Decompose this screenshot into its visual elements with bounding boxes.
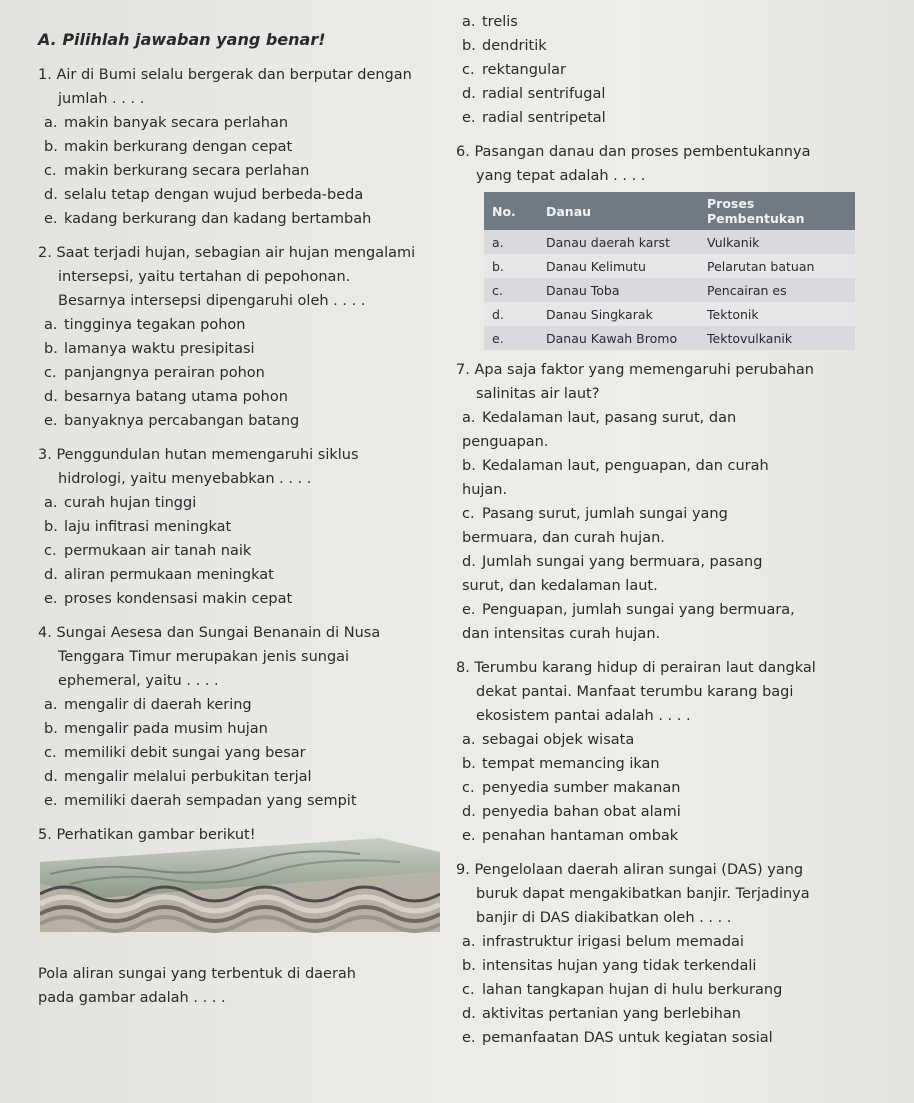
- terrain-block-diagram: [40, 832, 440, 942]
- q8-option-b[interactable]: b. tempat memancing ikan: [462, 756, 660, 772]
- lake-table-header: [484, 192, 855, 230]
- q4-stem-line1: 4. Sungai Aesesa dan Sungai Benanain di Nusa: [38, 625, 381, 641]
- q7-option-d-cont: surut, dan kedalaman laut.: [462, 578, 658, 594]
- q8-stem-line2: dekat pantai. Manfaat terumbu karang bagi: [476, 684, 794, 700]
- q8-stem-line3: ekosistem pantai adalah . . . .: [476, 708, 691, 724]
- q5-option-d[interactable]: d. radial sentrifugal: [462, 86, 606, 102]
- q9-option-c[interactable]: c. lahan tangkapan hujan di hulu berkurang: [462, 982, 783, 998]
- col-proses: Proses Pembentukan: [699, 192, 855, 230]
- q7-option-c[interactable]: c. Pasang surut, jumlah sungai yang: [462, 506, 728, 522]
- q6-stem-line1: 6. Pasangan danau dan proses pembentukannya: [456, 144, 811, 160]
- q4-option-e[interactable]: e. memiliki daerah sempadan yang sempit: [44, 793, 357, 809]
- q4-stem-line2: Tenggara Timur merupakan jenis sungai: [58, 649, 350, 665]
- q1-option-e[interactable]: e. kadang berkurang dan kadang bertambah: [44, 211, 372, 227]
- q3-option-a[interactable]: a. curah hujan tinggi: [44, 495, 197, 511]
- q1-option-b[interactable]: b. makin berkurang dengan cepat: [44, 139, 293, 155]
- q3-option-e[interactable]: e. proses kondensasi makin cepat: [44, 591, 293, 607]
- q7-stem-line2: salinitas air laut?: [476, 386, 600, 402]
- q4-option-d[interactable]: d. mengalir melalui perbukitan terjal: [44, 769, 312, 785]
- q4-option-a[interactable]: a. mengalir di daerah kering: [44, 697, 252, 713]
- q3-option-b[interactable]: b. laju infitrasi meningkat: [44, 519, 232, 535]
- q7-option-e-cont: dan intensitas curah hujan.: [462, 626, 661, 642]
- q8-option-e[interactable]: e. penahan hantaman ombak: [462, 828, 679, 844]
- q7-option-e[interactable]: e. Penguapan, jumlah sungai yang bermuara,: [462, 602, 795, 618]
- section-title: A. Pilihlah jawaban yang benar!: [38, 30, 326, 49]
- question-8: [456, 656, 896, 848]
- right-column: [456, 10, 896, 1050]
- q7-option-a-cont: penguapan.: [462, 434, 549, 450]
- q5-stem: 5. Perhatikan gambar berikut!: [38, 827, 256, 843]
- q5-option-b[interactable]: b. dendritik: [462, 38, 547, 54]
- q7-option-d[interactable]: d. Jumlah sungai yang bermuara, pasang: [462, 554, 763, 570]
- q1-stem-line1: 1. Air di Bumi selalu bergerak dan berputar dengan: [38, 67, 412, 83]
- q1-option-c[interactable]: c. makin berkurang secara perlahan: [44, 163, 310, 179]
- q8-stem-line1: 8. Terumbu karang hidup di perairan laut dangkal: [456, 660, 816, 676]
- q2-option-d[interactable]: d. besarnya batang utama pohon: [44, 389, 288, 405]
- folded-terrain-figure: [40, 832, 440, 942]
- q9-stem-line3: banjir di DAS diakibatkan oleh . . . .: [476, 910, 732, 926]
- q4-option-c[interactable]: c. memiliki debit sungai yang besar: [44, 745, 306, 761]
- question-1: [38, 63, 438, 231]
- table-row: c. Danau Toba Pencairan es: [484, 278, 855, 302]
- q1-stem-line2: jumlah . . . .: [58, 91, 145, 107]
- q4-stem-line3: ephemeral, yaitu . . . .: [58, 673, 219, 689]
- q9-option-b[interactable]: b. intensitas hujan yang tidak terkendali: [462, 958, 757, 974]
- question-3: [38, 443, 438, 611]
- q6-stem-line2: yang tepat adalah . . . .: [476, 168, 646, 184]
- q5-option-c[interactable]: c. rektangular: [462, 62, 566, 78]
- question-4: [38, 621, 438, 813]
- q2-stem-line3: Besarnya intersepsi dipengaruhi oleh . . . .: [58, 293, 366, 309]
- col-no: No.: [484, 192, 538, 230]
- q8-option-c[interactable]: c. penyedia sumber makanan: [462, 780, 681, 796]
- q5-options: [456, 10, 896, 130]
- q8-option-d[interactable]: d. penyedia bahan obat alami: [462, 804, 681, 820]
- q2-option-a[interactable]: a. tingginya tegakan pohon: [44, 317, 246, 333]
- question-9: [456, 858, 896, 1050]
- q2-option-e[interactable]: e. banyaknya percabangan batang: [44, 413, 300, 429]
- q9-stem-line2: buruk dapat mengakibatkan banjir. Terjadinya: [476, 886, 810, 902]
- q9-option-d[interactable]: d. aktivitas pertanian yang berlebihan: [462, 1006, 741, 1022]
- q5-option-e[interactable]: e. radial sentripetal: [462, 110, 606, 126]
- q2-stem-line1: 2. Saat terjadi hujan, sebagian air hujan mengalami: [38, 245, 416, 261]
- question-2: [38, 241, 438, 433]
- col-danau: Danau: [538, 192, 699, 230]
- q5-after-line2: pada gambar adalah . . . .: [38, 990, 226, 1006]
- q1-option-a[interactable]: a. makin banyak secara perlahan: [44, 115, 289, 131]
- q1-option-d[interactable]: d. selalu tetap dengan wujud berbeda-beda: [44, 187, 364, 203]
- q2-stem-line2: intersepsi, yaitu tertahan di pepohonan.: [58, 269, 351, 285]
- q2-option-b[interactable]: b. lamanya waktu presipitasi: [44, 341, 255, 357]
- q3-option-c[interactable]: c. permukaan air tanah naik: [44, 543, 252, 559]
- table-row: b. Danau Kelimutu Pelarutan batuan: [484, 254, 855, 278]
- lake-table: [484, 192, 855, 350]
- q3-stem-line2: hidrologi, yaitu menyebabkan . . . .: [58, 471, 312, 487]
- left-column: [38, 30, 438, 847]
- table-row: d. Danau Singkarak Tektonik: [484, 302, 855, 326]
- q3-option-d[interactable]: d. aliran permukaan meningkat: [44, 567, 274, 583]
- q9-option-a[interactable]: a. infrastruktur irigasi belum memadai: [462, 934, 744, 950]
- q2-option-c[interactable]: c. panjangnya perairan pohon: [44, 365, 265, 381]
- q5-after-line1: Pola aliran sungai yang terbentuk di daerah: [38, 966, 356, 982]
- q9-option-e[interactable]: e. pemanfaatan DAS untuk kegiatan sosial: [462, 1030, 773, 1046]
- q7-stem-line1: 7. Apa saja faktor yang memengaruhi perubahan: [456, 362, 814, 378]
- table-row: a. Danau daerah karst Vulkanik: [484, 230, 855, 254]
- q7-option-c-cont: bermuara, dan curah hujan.: [462, 530, 665, 546]
- table-row: e. Danau Kawah Bromo Tektovulkanik: [484, 326, 855, 350]
- q7-option-a[interactable]: a. Kedalaman laut, pasang surut, dan: [462, 410, 737, 426]
- question-6: [456, 140, 896, 350]
- q9-stem-line1: 9. Pengelolaan daerah aliran sungai (DAS) yang: [456, 862, 804, 878]
- q5-option-a[interactable]: a. trelis: [462, 14, 518, 30]
- q5-after-text: [38, 962, 458, 1010]
- q7-option-b[interactable]: b. Kedalaman laut, penguapan, dan curah: [462, 458, 769, 474]
- q7-option-b-cont: hujan.: [462, 482, 508, 498]
- q8-option-a[interactable]: a. sebagai objek wisata: [462, 732, 635, 748]
- q4-option-b[interactable]: b. mengalir pada musim hujan: [44, 721, 268, 737]
- q3-stem-line1: 3. Penggundulan hutan memengaruhi siklus: [38, 447, 359, 463]
- question-7: [456, 358, 896, 646]
